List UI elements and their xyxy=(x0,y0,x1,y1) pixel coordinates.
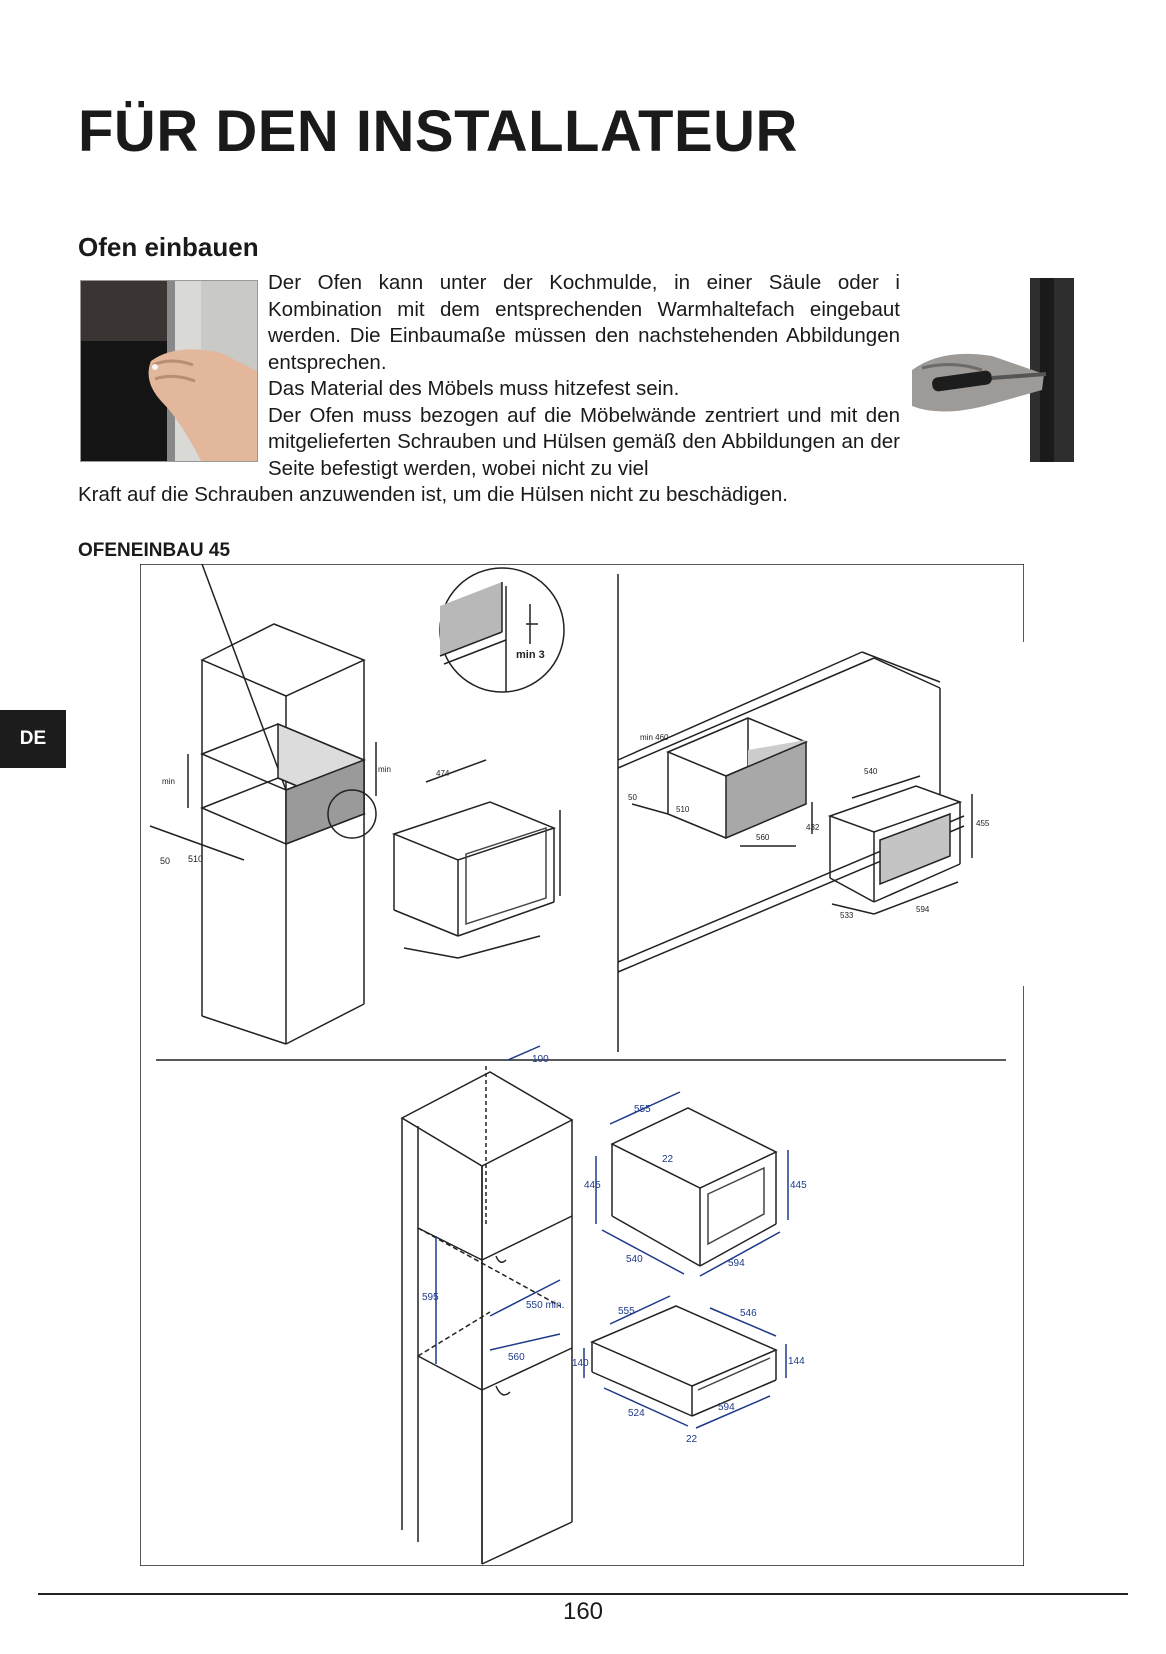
dim-label: 533 xyxy=(840,911,854,920)
photo-hand-on-oven xyxy=(80,280,258,462)
intro-paragraph: Der Ofen kann unter der Kochmulde, in einer Säule oder i Kombination mit dem entsprechenden Warmhaltefach eingebaut werden. Die Einbaumaße müssen den nachstehenden Abbildungen entsprechen. xyxy=(268,271,900,374)
dim-label: 550 min. xyxy=(526,1300,565,1311)
intro-text-continuation: Kraft auf die Schrauben anzuwenden ist, um die Hülsen nicht zu beschädigen. xyxy=(78,483,788,506)
dim-label: 546 xyxy=(740,1308,757,1319)
svg-text:474: 474 xyxy=(436,769,450,778)
intro-paragraph: Der Ofen muss bezogen auf die Möbelwände zentriert und mit den mitgelieferten Schrauben und Hülsen gemäß den Abbildungen an der Seite befestigt werden, wobei nicht zu viel xyxy=(268,403,900,480)
subsection-label: OFENEINBAU 45 xyxy=(78,540,231,561)
language-tab xyxy=(0,710,66,768)
dim-label: 594 xyxy=(718,1402,735,1413)
intro-paragraph: Das Material des Möbels muss hitzefest sein. xyxy=(268,377,680,400)
oven-drawing-top-right xyxy=(830,767,990,920)
dim-label: 445 xyxy=(584,1180,601,1191)
svg-text:510: 510 xyxy=(188,854,204,864)
dim-label: 50 xyxy=(628,793,637,802)
dim-label: 595 xyxy=(422,1292,439,1303)
dim-label: 560 xyxy=(756,833,770,842)
dim-label: 594 xyxy=(916,905,930,914)
language-tab-label: DE xyxy=(19,728,47,749)
dim-label: 560 xyxy=(508,1352,525,1363)
dim-label: 144 xyxy=(788,1356,805,1367)
warming-drawer-drawing xyxy=(572,1296,805,1445)
dim-label: 445 xyxy=(790,1180,807,1191)
svg-text:min: min xyxy=(162,777,175,786)
dim-label: 455 xyxy=(976,819,990,828)
section-title: Ofen einbauen xyxy=(78,232,259,262)
dim-label: 540 xyxy=(864,767,878,776)
column-cabinet-drawing xyxy=(150,564,564,1044)
dim-label: min 460 xyxy=(640,733,669,742)
tall-column-drawing xyxy=(402,1046,572,1564)
dim-label: 594 xyxy=(728,1258,745,1269)
dim-label: 100 xyxy=(532,1054,549,1065)
photo-screwdriver xyxy=(912,278,1080,462)
dim-label: 22 xyxy=(686,1434,698,1445)
dim-label: 555 xyxy=(618,1306,635,1317)
page-number: 160 xyxy=(562,1598,604,1625)
dim-label: 524 xyxy=(628,1408,645,1419)
oven-drawing-top-left xyxy=(394,760,560,958)
dim-label: 432 xyxy=(806,823,820,832)
svg-text:50: 50 xyxy=(160,856,171,866)
svg-text:min: min xyxy=(378,765,391,774)
dim-label: 22 xyxy=(662,1154,674,1165)
page-title: FÜR DEN INSTALLATEUR xyxy=(78,99,798,164)
footer-divider xyxy=(38,1593,1128,1595)
installation-diagram xyxy=(140,564,1024,1566)
dim-label: 140 xyxy=(572,1358,589,1369)
oven-drawing-bottom xyxy=(584,1092,807,1276)
intro-text xyxy=(268,270,900,482)
dim-label: 540 xyxy=(626,1254,643,1265)
detail-clearance-label: min 3 xyxy=(516,649,545,661)
dim-label: 510 xyxy=(676,805,690,814)
dim-label: 555 xyxy=(634,1104,651,1115)
